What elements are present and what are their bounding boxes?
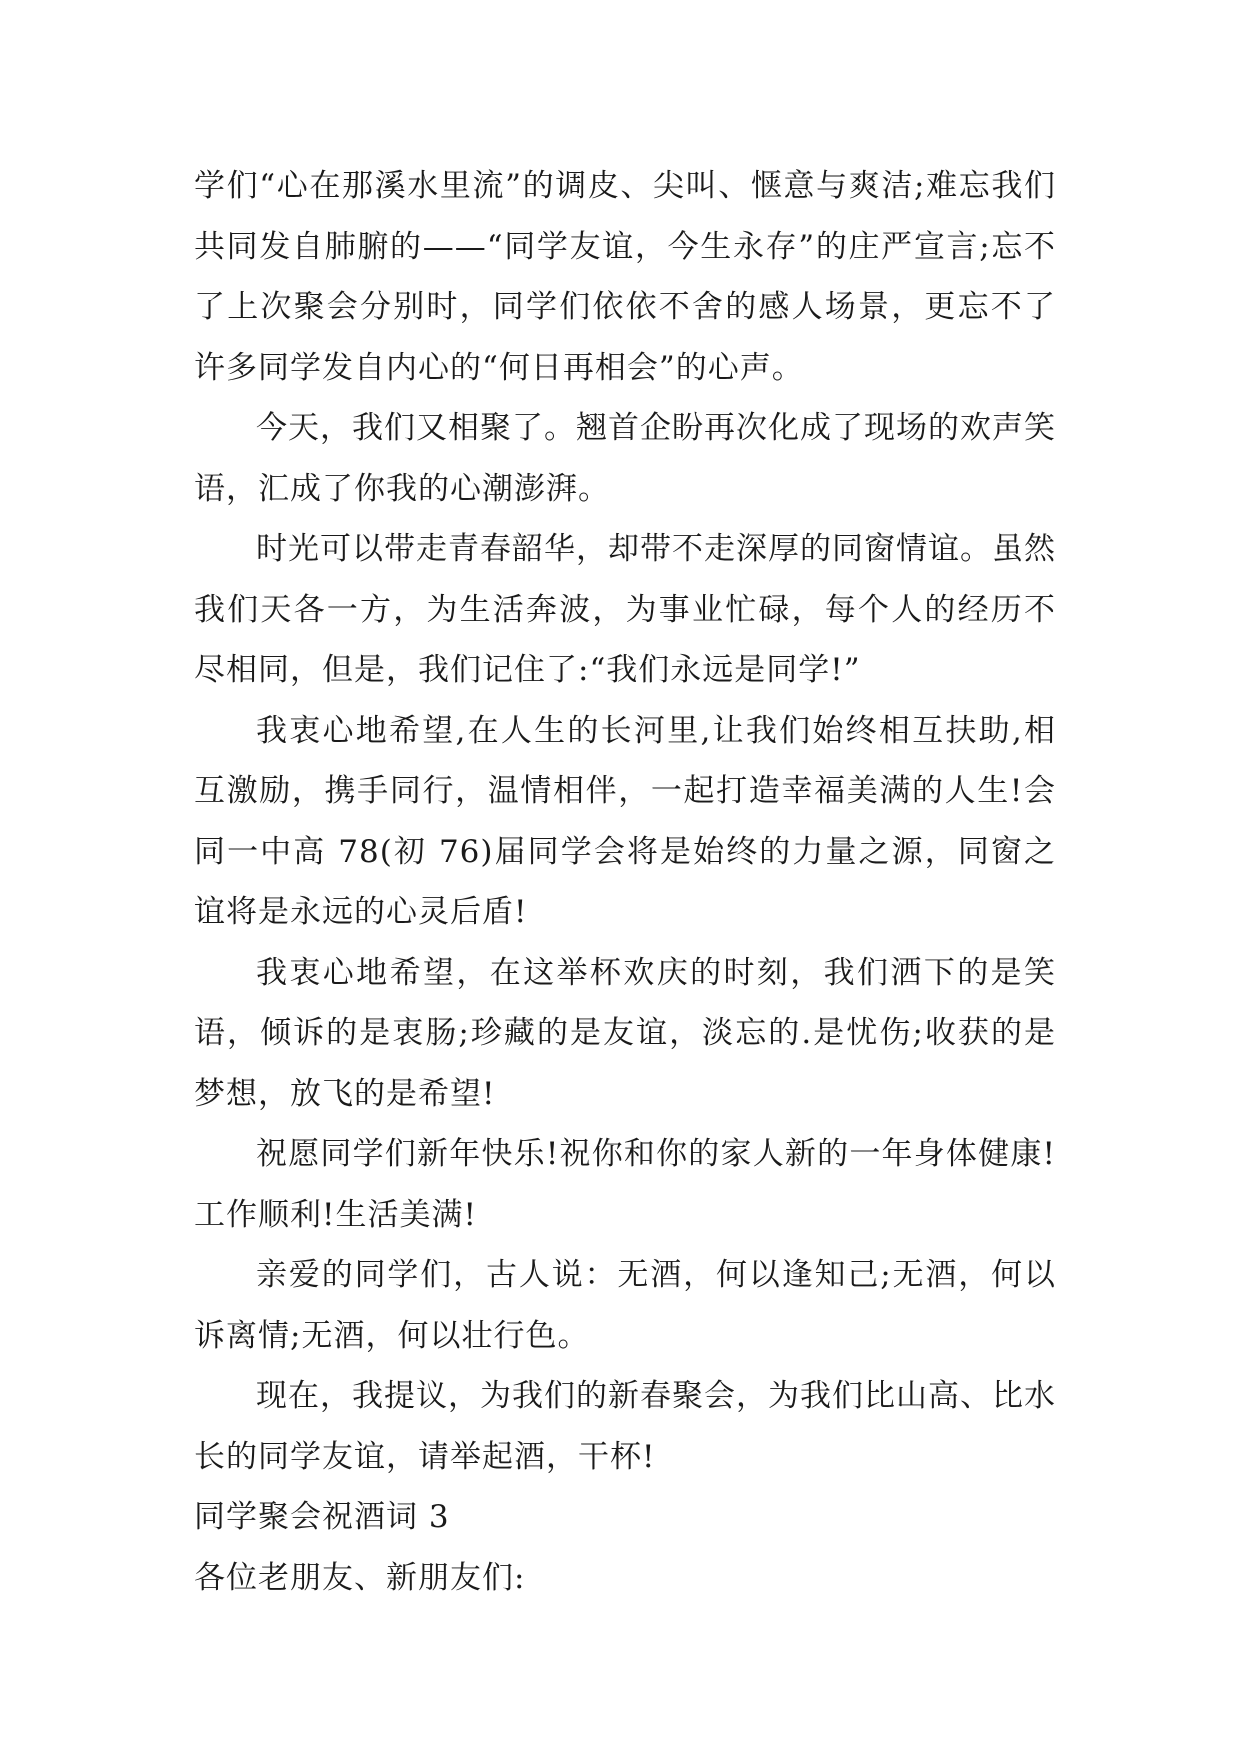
paragraph-ancients: 亲爱的同学们，古人说：无酒，何以逢知己;无酒，何以诉离情;无酒，何以壮行色。 xyxy=(194,1257,1056,1354)
paragraph-new-year: 祝愿同学们新年快乐!祝你和你的家人新的一年身体健康!工作顺利!生活美满! xyxy=(194,1136,1056,1233)
paragraph-friendship: 时光可以带走青春韶华，却带不走深厚的同窗情谊。虽然我们天各一方，为生活奔波，为事业忙碌，每个人的经历不尽相同，但是，我们记住了:“我们永远是同学!” xyxy=(194,531,1056,688)
paragraph-wish-2: 我衷心地希望，在这举杯欢庆的时刻，我们洒下的是笑语，倾诉的是衷肠;珍藏的是友谊，淡忘的.是忧伤;收获的是梦想，放飞的是希望! xyxy=(194,954,1056,1112)
paragraph-reunion: 今天，我们又相聚了。翘首企盼再次化成了现场的欢声笑语，汇成了你我的心潮澎湃。 xyxy=(194,410,1056,507)
paragraph-continued: 学们“心在那溪水里流”的调皮、尖叫、惬意与爽洁;难忘我们共同发自肺腑的——“同学友谊，今生永存”的庄严宣言;忘不了上次聚会分别时，同学们依依不舍的感人场景，更忘不了许多同学发自内心的“何日再相会”的心声。 xyxy=(194,168,1056,386)
document-body xyxy=(194,156,1056,1608)
salutation: 各位老朋友、新朋友们: xyxy=(194,1559,526,1596)
paragraph-wish-1: 我衷心地希望,在人生的长河里,让我们始终相互扶助,相互激励，携手同行，温情相伴，一起打造幸福美满的人生!会同一中高 78(初 76)届同学会将是始终的力量之源，同窗之谊将是永远的心灵后盾! xyxy=(194,712,1056,930)
paragraph-toast: 现在，我提议，为我们的新春聚会，为我们比山高、比水长的同学友谊，请举起酒，干杯! xyxy=(194,1378,1056,1475)
section-title: 同学聚会祝酒词 3 xyxy=(194,1499,450,1535)
